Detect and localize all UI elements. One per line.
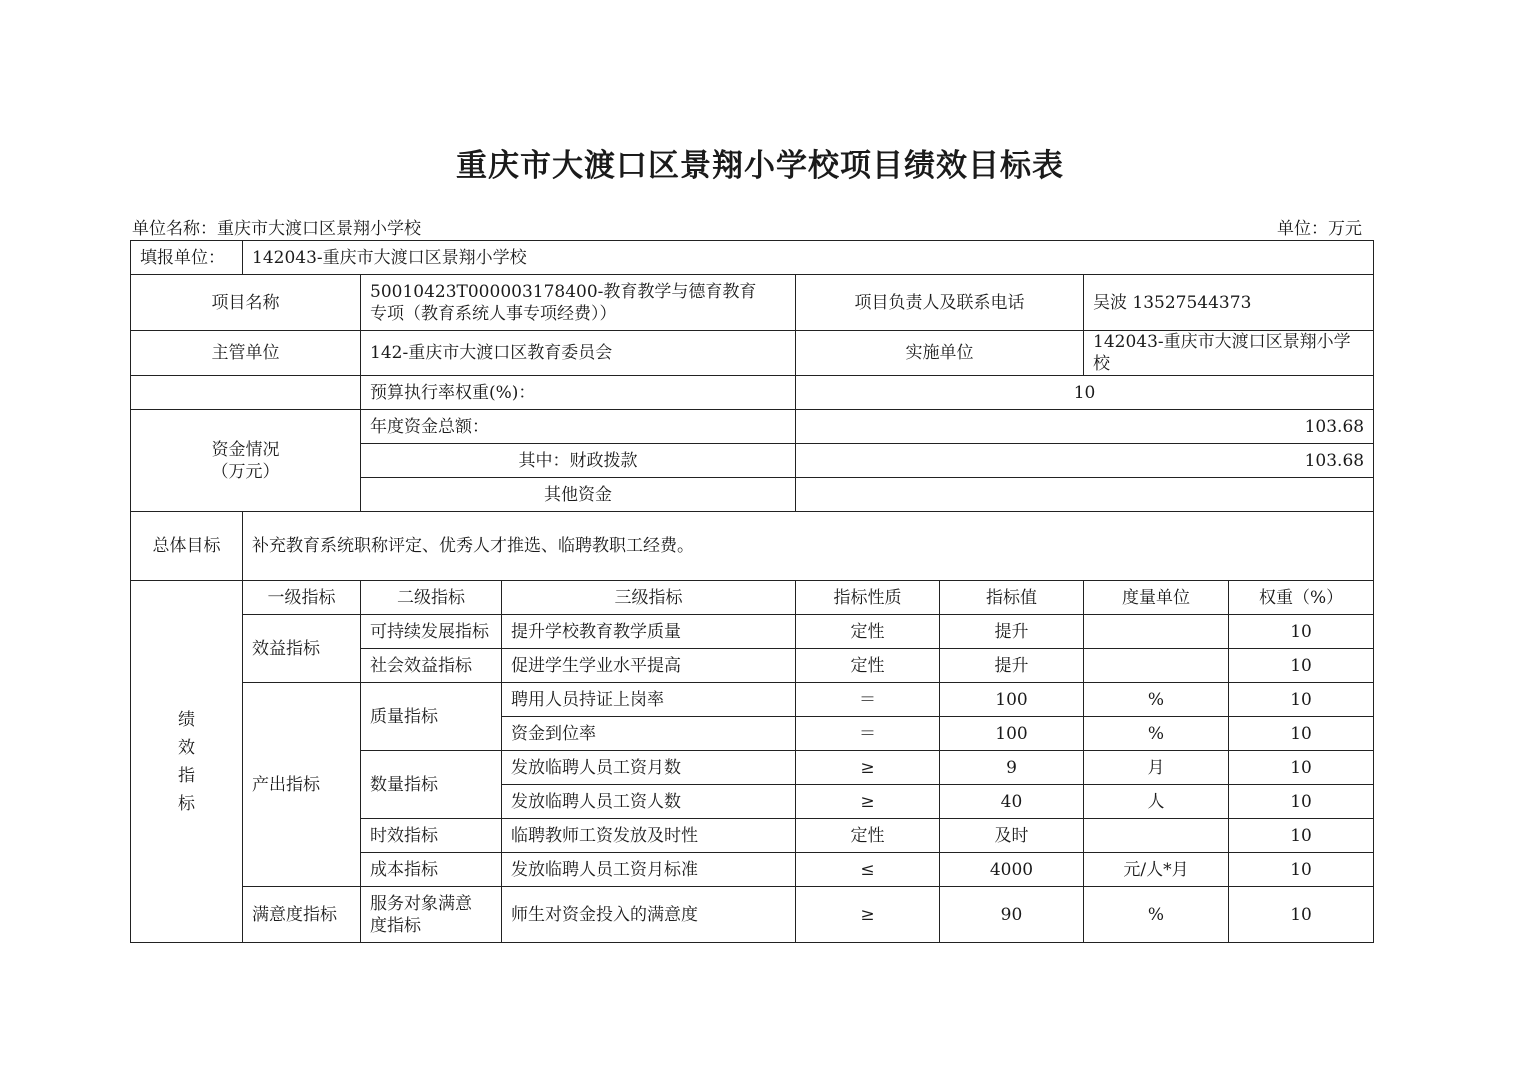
budget-rate-label: 预算执行率权重(%)： <box>361 376 796 410</box>
indicator-value: 提升 <box>940 649 1084 683</box>
perf-char: 指 <box>178 765 195 786</box>
indicator-name: 发放临聘人员工资月标准 <box>502 853 796 887</box>
indicator-name: 师生对资金投入的满意度 <box>502 887 796 943</box>
indicator-unit: % <box>1084 887 1229 943</box>
indicator-value: 100 <box>940 717 1084 751</box>
level2-quantity: 数量指标 <box>361 751 502 819</box>
indicator-nature: ＝ <box>796 717 940 751</box>
indicator-value: 100 <box>940 683 1084 717</box>
table-row <box>131 275 1374 331</box>
indicator-nature: ≥ <box>796 887 940 943</box>
indicator-nature: ＝ <box>796 683 940 717</box>
level2-quality: 质量指标 <box>361 683 502 751</box>
page-title: 重庆市大渡口区景翔小学校项目绩效目标表 <box>456 148 1064 184</box>
other-funds-value <box>796 478 1374 512</box>
funds-label-line-2: （万元） <box>211 461 280 482</box>
fill-unit-value: 142043-重庆市大渡口区景翔小学校 <box>243 241 1374 275</box>
indicator-weight: 10 <box>1229 853 1374 887</box>
indicator-unit: 元/人*月 <box>1084 853 1229 887</box>
funds-label <box>131 410 361 512</box>
table-row <box>131 331 1374 376</box>
indicator-unit: % <box>1084 717 1229 751</box>
table-row <box>131 376 1374 410</box>
table-row <box>131 615 1374 649</box>
performance-table <box>130 240 1374 943</box>
indicator-nature: 定性 <box>796 649 940 683</box>
header-nature: 指标性质 <box>796 581 940 615</box>
indicator-value: 提升 <box>940 615 1084 649</box>
header-level3: 三级指标 <box>502 581 796 615</box>
owner-label: 项目负责人及联系电话 <box>796 275 1084 331</box>
table-row <box>131 683 1374 717</box>
indicator-nature: ≥ <box>796 751 940 785</box>
blank-cell <box>131 376 361 410</box>
project-name-label: 项目名称 <box>131 275 361 331</box>
indicator-weight: 10 <box>1229 887 1374 943</box>
indicator-unit: 月 <box>1084 751 1229 785</box>
indicator-unit: 人 <box>1084 785 1229 819</box>
perf-indicator-label <box>131 581 243 943</box>
supervisor-label: 主管单位 <box>131 331 361 376</box>
fiscal-label: 其中：财政拨款 <box>361 444 796 478</box>
indicator-name: 发放临聘人员工资月数 <box>502 751 796 785</box>
indicator-weight: 10 <box>1229 683 1374 717</box>
indicator-name: 临聘教师工资发放及时性 <box>502 819 796 853</box>
indicator-name: 发放临聘人员工资人数 <box>502 785 796 819</box>
indicator-weight: 10 <box>1229 785 1374 819</box>
header-level2: 二级指标 <box>361 581 502 615</box>
indicator-unit <box>1084 615 1229 649</box>
indicator-value: 9 <box>940 751 1084 785</box>
fiscal-value: 103.68 <box>796 444 1374 478</box>
indicator-nature: ≥ <box>796 785 940 819</box>
indicator-value: 4000 <box>940 853 1084 887</box>
budget-rate-value: 10 <box>796 376 1374 410</box>
perf-char: 绩 <box>178 709 195 730</box>
perf-char: 效 <box>178 737 195 758</box>
funds-label-line-1: 资金情况 <box>211 439 280 460</box>
indicator-weight: 10 <box>1229 717 1374 751</box>
level2-social: 社会效益指标 <box>361 649 502 683</box>
level2-sustainable: 可持续发展指标 <box>361 615 502 649</box>
indicator-weight: 10 <box>1229 649 1374 683</box>
table-row <box>131 512 1374 581</box>
indicator-value: 90 <box>940 887 1084 943</box>
indicator-nature: 定性 <box>796 819 940 853</box>
project-name-line-2: 专项（教育系统人事专项经费）） <box>370 303 617 324</box>
project-name-line-1: 50010423T000003178400-教育教学与德育教育 <box>370 281 757 302</box>
level2-service-line-2: 度指标 <box>370 915 421 936</box>
indicator-weight: 10 <box>1229 751 1374 785</box>
impl-label: 实施单位 <box>796 331 1084 376</box>
indicator-nature: 定性 <box>796 615 940 649</box>
indicator-value: 及时 <box>940 819 1084 853</box>
table-row <box>131 581 1374 615</box>
indicator-unit <box>1084 819 1229 853</box>
annual-total-label: 年度资金总额： <box>361 410 796 444</box>
unit-name: 单位名称：重庆市大渡口区景翔小学校 <box>132 219 421 239</box>
indicator-value: 40 <box>940 785 1084 819</box>
table-row <box>131 410 1374 444</box>
level1-output: 产出指标 <box>243 683 361 887</box>
level2-service <box>361 887 502 943</box>
project-name-value <box>361 275 796 331</box>
level1-benefit: 效益指标 <box>243 615 361 683</box>
other-funds-label: 其他资金 <box>361 478 796 512</box>
table-row <box>131 241 1374 275</box>
indicator-name: 资金到位率 <box>502 717 796 751</box>
indicator-name: 促进学生学业水平提高 <box>502 649 796 683</box>
currency-unit: 单位：万元 <box>1277 219 1362 239</box>
indicator-name: 聘用人员持证上岗率 <box>502 683 796 717</box>
goal-label: 总体目标 <box>131 512 243 581</box>
header-unit: 度量单位 <box>1084 581 1229 615</box>
header-weight: 权重（%） <box>1229 581 1374 615</box>
header-level1: 一级指标 <box>243 581 361 615</box>
impl-value: 142043-重庆市大渡口区景翔小学校 <box>1084 331 1374 376</box>
level2-service-line-1: 服务对象满意 <box>370 893 472 914</box>
goal-value: 补充教育系统职称评定、优秀人才推选、临聘教职工经费。 <box>243 512 1374 581</box>
header-value: 指标值 <box>940 581 1084 615</box>
perf-char: 标 <box>178 793 195 814</box>
fill-unit-label: 填报单位： <box>131 241 243 275</box>
level2-cost: 成本指标 <box>361 853 502 887</box>
level2-timeliness: 时效指标 <box>361 819 502 853</box>
table-row <box>131 887 1374 943</box>
indicator-name: 提升学校教育教学质量 <box>502 615 796 649</box>
level1-satisfaction: 满意度指标 <box>243 887 361 943</box>
indicator-weight: 10 <box>1229 615 1374 649</box>
indicator-weight: 10 <box>1229 819 1374 853</box>
owner-value: 吴波 13527544373 <box>1084 275 1374 331</box>
supervisor-value: 142-重庆市大渡口区教育委员会 <box>361 331 796 376</box>
indicator-unit: % <box>1084 683 1229 717</box>
annual-total-value: 103.68 <box>796 410 1374 444</box>
indicator-unit <box>1084 649 1229 683</box>
indicator-nature: ≤ <box>796 853 940 887</box>
